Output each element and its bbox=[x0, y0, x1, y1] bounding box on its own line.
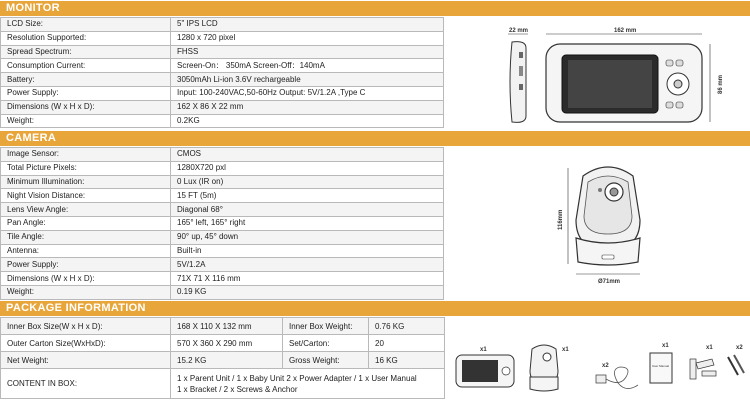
parent-unit-qty: x1 bbox=[480, 347, 487, 353]
spec-value: 165° left, 165° right bbox=[171, 216, 444, 230]
inner-box-size-value: 168 X 110 X 132 mm bbox=[171, 318, 283, 335]
gross-weight-value: 16 KG bbox=[369, 352, 445, 369]
screws-anchor-icon bbox=[728, 355, 744, 375]
spec-value: 1280X720 pxl bbox=[171, 161, 444, 175]
table-row bbox=[1, 203, 444, 217]
monitor-side-view bbox=[510, 42, 526, 123]
table-row bbox=[1, 73, 444, 87]
spec-label: Lens View Angle: bbox=[1, 203, 171, 217]
spec-value: Input: 100-240VAC,50-60Hz Output: 5V/1.2A ,Type C bbox=[171, 86, 444, 100]
spec-label: Weight: bbox=[1, 285, 171, 299]
inner-box-weight-value: 0.76 KG bbox=[369, 318, 445, 335]
user-manual-icon bbox=[650, 353, 672, 383]
net-weight-value: 15.2 KG bbox=[171, 352, 283, 369]
table-row bbox=[1, 189, 444, 203]
monitor-section-header: MONITOR bbox=[0, 1, 750, 16]
power-adapter-qty: x2 bbox=[602, 363, 609, 369]
baby-unit-icon bbox=[530, 345, 558, 391]
spec-label: Antenna: bbox=[1, 244, 171, 258]
spec-label: LCD Size: bbox=[1, 18, 171, 32]
spec-label: Resolution Supported: bbox=[1, 31, 171, 45]
gross-weight-label: Gross Weight: bbox=[283, 352, 369, 369]
screws-qty: x2 bbox=[736, 345, 743, 351]
spec-label: Minimum Illumination: bbox=[1, 175, 171, 189]
table-row bbox=[1, 100, 444, 114]
spec-label: Power Supply: bbox=[1, 86, 171, 100]
table-row bbox=[1, 59, 444, 73]
package-section-header: PACKAGE INFORMATION bbox=[0, 301, 750, 316]
table-row bbox=[1, 45, 444, 59]
content-line-1: 1 x Parent Unit / 1 x Baby Unit 2 x Power Adapter / 1 x User Manual bbox=[177, 373, 417, 383]
monitor-height-label: 86 mm bbox=[718, 74, 724, 94]
spec-value: Built-in bbox=[171, 244, 444, 258]
spec-value: 0.19 KG bbox=[171, 285, 444, 299]
spec-value: 0.2KG bbox=[171, 114, 444, 128]
parent-unit-icon bbox=[456, 355, 514, 387]
spec-label: Night Vision Distance: bbox=[1, 189, 171, 203]
camera-section-header: CAMERA bbox=[0, 131, 750, 146]
baby-unit-qty: x1 bbox=[562, 347, 569, 353]
spec-value: 1280 x 720 pixel bbox=[171, 31, 444, 45]
content-in-box-label: CONTENT IN BOX: bbox=[1, 369, 171, 399]
package-info-table bbox=[0, 317, 445, 399]
spec-value: CMOS bbox=[171, 148, 444, 162]
table-row bbox=[1, 161, 444, 175]
outer-carton-size-value: 570 X 360 X 290 mm bbox=[171, 335, 283, 352]
spec-label: Pan Angle: bbox=[1, 216, 171, 230]
spec-value: 15 FT (5m) bbox=[171, 189, 444, 203]
table-row bbox=[1, 31, 444, 45]
bracket-icon bbox=[690, 359, 716, 379]
camera-dimension-drawing bbox=[548, 150, 668, 300]
table-row bbox=[1, 244, 444, 258]
table-row bbox=[1, 369, 445, 399]
table-row bbox=[1, 175, 444, 189]
spec-value: 5V/1.2A bbox=[171, 258, 444, 272]
monitor-depth-label: 22 mm bbox=[509, 28, 529, 34]
power-adapter-icon bbox=[596, 367, 638, 389]
table-row bbox=[1, 230, 444, 244]
box-contents-illustration bbox=[450, 337, 750, 399]
spec-label: Image Sensor: bbox=[1, 148, 171, 162]
monitor-spec-table bbox=[0, 17, 444, 128]
spec-value: 162 X 86 X 22 mm bbox=[171, 100, 444, 114]
table-row bbox=[1, 285, 444, 299]
bracket-qty: x1 bbox=[706, 345, 713, 351]
content-line-2: 1 x Bracket / 2 x Screws & Anchor bbox=[177, 384, 298, 394]
camera-spec-table bbox=[0, 147, 444, 300]
table-row bbox=[1, 18, 444, 32]
table-row bbox=[1, 86, 444, 100]
monitor-front-view bbox=[546, 44, 702, 122]
table-row bbox=[1, 258, 444, 272]
inner-box-weight-label: Inner Box Weight: bbox=[283, 318, 369, 335]
spec-label: Dimensions (W x H x D): bbox=[1, 100, 171, 114]
content-in-box-value bbox=[171, 369, 445, 399]
spec-value: Screen-On： 350mA Screen-Off：140mA bbox=[171, 59, 444, 73]
camera-diameter-label: Ø71mm bbox=[598, 279, 621, 285]
camera-height-label: 116mm bbox=[558, 209, 564, 230]
table-row bbox=[1, 148, 444, 162]
spec-label: Total Picture Pixels: bbox=[1, 161, 171, 175]
spec-label: Battery: bbox=[1, 73, 171, 87]
spec-label: Dimensions (W x H x D): bbox=[1, 272, 171, 286]
spec-label: Consumption Current: bbox=[1, 59, 171, 73]
table-row bbox=[1, 114, 444, 128]
user-manual-text: User Manual bbox=[652, 364, 670, 368]
user-manual-qty: x1 bbox=[662, 343, 669, 349]
table-row bbox=[1, 216, 444, 230]
spec-value: Diagonal 68° bbox=[171, 203, 444, 217]
spec-label: Spread Spectrum: bbox=[1, 45, 171, 59]
set-carton-value: 20 bbox=[369, 335, 445, 352]
spec-value: FHSS bbox=[171, 45, 444, 59]
inner-box-size-label: Inner Box Size(W x H x D): bbox=[1, 318, 171, 335]
table-row bbox=[1, 335, 445, 352]
spec-value: 71X 71 X 116 mm bbox=[171, 272, 444, 286]
spec-label: Power Supply: bbox=[1, 258, 171, 272]
spec-value: 5" IPS LCD bbox=[171, 18, 444, 32]
table-row bbox=[1, 272, 444, 286]
spec-value: 90° up, 45° down bbox=[171, 230, 444, 244]
spec-value: 0 Lux (IR on) bbox=[171, 175, 444, 189]
spec-value: 3050mAh Li-ion 3.6V rechargeable bbox=[171, 73, 444, 87]
set-carton-label: Set/Carton: bbox=[283, 335, 369, 352]
monitor-dimension-drawing bbox=[490, 22, 730, 126]
camera-front-view bbox=[576, 167, 640, 265]
spec-label: Weight: bbox=[1, 114, 171, 128]
table-row bbox=[1, 352, 445, 369]
net-weight-label: Net Weight: bbox=[1, 352, 171, 369]
table-row bbox=[1, 318, 445, 335]
monitor-width-label: 162 mm bbox=[614, 28, 637, 34]
spec-label: Tile Angle: bbox=[1, 230, 171, 244]
outer-carton-size-label: Outer Carton Size(WxHxD): bbox=[1, 335, 171, 352]
